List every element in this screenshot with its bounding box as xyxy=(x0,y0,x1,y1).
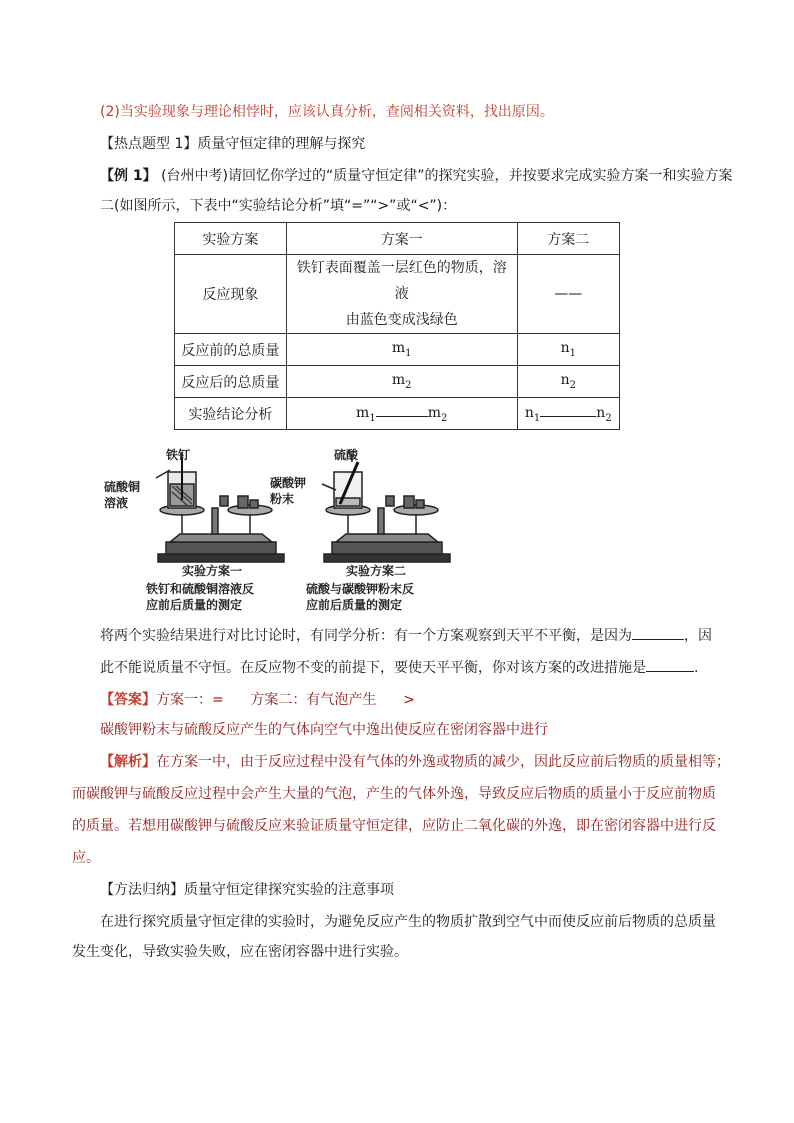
plan2-conclusion xyxy=(517,398,619,430)
symbol: m xyxy=(356,404,370,421)
subscript: 2 xyxy=(405,379,412,391)
right-label-side1: 碳酸钾 xyxy=(270,476,307,490)
method-heading xyxy=(100,880,394,900)
left-balance-foot xyxy=(158,554,284,562)
analysis-text-3: 的质量。若想用碳酸钾与硫酸反应来验证质量守恒定律，应防止二氧化碳的外逸，即在密闭容器中进行反 xyxy=(72,818,716,834)
table-row xyxy=(175,334,620,366)
question-line-1 xyxy=(100,626,712,646)
row-label: 反应现象 xyxy=(175,255,287,334)
plan1-conclusion xyxy=(286,398,517,430)
symbol: n xyxy=(524,404,534,421)
symbol: n xyxy=(560,340,570,357)
answer-tag: 【答案】 xyxy=(100,692,156,708)
analysis-text-4: 应。 xyxy=(72,850,100,866)
plan2-mass-before xyxy=(517,334,619,366)
symbol: m xyxy=(391,340,406,357)
plan2-phenomenon: —— xyxy=(517,255,619,334)
subscript: 1 xyxy=(369,412,376,424)
row-label: 反应前的总质量 xyxy=(175,334,287,366)
subscript: 2 xyxy=(605,412,612,424)
plan1-mass-after xyxy=(286,366,517,398)
answer-line-1 xyxy=(100,690,415,710)
plan2-mass-after xyxy=(517,366,619,398)
left-caption-line2: 应前后质量的测定 xyxy=(146,598,243,612)
analysis-text-1: 在方案一中，由于反应过程中没有气体的外逸或物质的减少，因此反应前后物质的质量相等； xyxy=(156,754,730,770)
plan1-phenomenon-line1: 铁钉表面覆盖一层红色的物质，溶液 xyxy=(296,260,507,302)
method-title: 质量守恒定律探究实验的注意事项 xyxy=(184,882,394,898)
question-line-2 xyxy=(100,658,698,678)
row-label: 实验结论分析 xyxy=(175,398,287,430)
left-caption-title: 实验方案一 xyxy=(182,564,243,578)
right-caption-title: 实验方案二 xyxy=(346,564,407,578)
subscript: 2 xyxy=(440,412,448,424)
method-text-1: 在进行探究质量守恒定律的实验时，为避免反应产生的物质扩散到空气中而使反应前后物质的总质量 xyxy=(100,914,716,930)
left-balance xyxy=(156,452,284,562)
left-label-side1: 硫酸铜 xyxy=(104,480,141,494)
table-row xyxy=(175,366,620,398)
symbol: m xyxy=(391,372,406,389)
example-source: (台州中考) xyxy=(161,168,229,184)
paragraph-2: (2)当实验现象与理论相悖时，应该认真分析，查阅相关资料，找出原因。 xyxy=(100,104,554,120)
question-text: . xyxy=(694,660,699,676)
right-label-side2: 粉末 xyxy=(270,492,295,506)
question-text: ，因 xyxy=(684,628,712,644)
plan1-phenomenon xyxy=(286,255,517,334)
experiment-figure xyxy=(100,450,460,620)
right-label-top: 硫酸 xyxy=(334,448,359,462)
hot-topic-heading xyxy=(100,134,365,154)
analysis-text-2: 而碳酸钾与硫酸反应过程中会产生大量的气泡，产生的气体外逸，导致反应后物质的质量小于反应前物质 xyxy=(72,786,716,802)
left-caption-line1: 铁钉和硫酸铜溶液反 xyxy=(146,582,255,596)
example-line-2: 二(如图所示，下表中“实验结论分析”填“=”“>”或“<”)： xyxy=(100,198,457,214)
answer-blank[interactable] xyxy=(646,659,694,672)
subscript: 2 xyxy=(569,379,576,391)
answer-text-1: 方案一：= 方案二：有气泡产生 > xyxy=(156,692,415,708)
question-text: 将两个实验结果进行对比讨论时，有同学分析：有一个方案观察到天平不平衡，是因为 xyxy=(100,628,632,644)
symbol: n xyxy=(596,404,606,421)
row-label: 反应后的总质量 xyxy=(175,366,287,398)
subscript: 1 xyxy=(533,412,541,424)
plan1-mass-before xyxy=(286,334,517,366)
answer-blank[interactable] xyxy=(632,627,684,640)
table-row xyxy=(175,255,620,334)
table-header-row xyxy=(175,223,620,255)
method-tag: 【方法归纳】 xyxy=(100,882,184,898)
table-header-cell: 实验方案 xyxy=(175,223,287,255)
answer-blank[interactable] xyxy=(540,404,596,417)
hot-topic-tag: 【热点题型 1】 xyxy=(100,136,198,152)
subscript: 1 xyxy=(405,347,412,359)
subscript: 1 xyxy=(569,347,576,359)
method-text-2: 发生变化，导致实验失败，应在密闭容器中进行实验。 xyxy=(72,944,408,960)
analysis-tag: 【解析】 xyxy=(100,754,156,770)
analysis-line-1 xyxy=(100,752,730,772)
right-balance-foot xyxy=(324,554,450,562)
answer-text-2: 碳酸钾粉末与硫酸反应产生的气体向空气中逸出使反应在密闭容器中进行 xyxy=(100,722,548,738)
plan1-phenomenon-line2: 由蓝色变成浅绿色 xyxy=(345,312,458,328)
example-line-1 xyxy=(100,166,733,186)
table-row xyxy=(175,398,620,430)
question-text: 此不能说质量不守恒。在反应物不变的前提下，要使天平平衡，你对该方案的改进措施是 xyxy=(100,660,646,676)
table-header-cell: 方案一 xyxy=(286,223,517,255)
left-label-top: 铁钉 xyxy=(166,448,191,462)
example-text-1: 请回忆你学过的“质量守恒定律”的探究实验，并按要求完成实验方案一和实验方案 xyxy=(228,168,733,184)
example-tag: 【例 1】 xyxy=(100,168,157,184)
symbol: n xyxy=(560,372,570,389)
right-caption-line1: 硫酸与碳酸钾粉末反 xyxy=(306,582,415,596)
experiment-table xyxy=(174,222,620,430)
right-balance xyxy=(322,454,450,562)
answer-blank[interactable] xyxy=(376,404,428,417)
table-header-cell: 方案二 xyxy=(517,223,619,255)
hot-topic-title: 质量守恒定律的理解与探究 xyxy=(197,136,366,152)
left-label-side2: 溶液 xyxy=(104,496,129,510)
right-caption-line2: 应前后质量的测定 xyxy=(306,598,403,612)
symbol: m xyxy=(427,404,441,421)
